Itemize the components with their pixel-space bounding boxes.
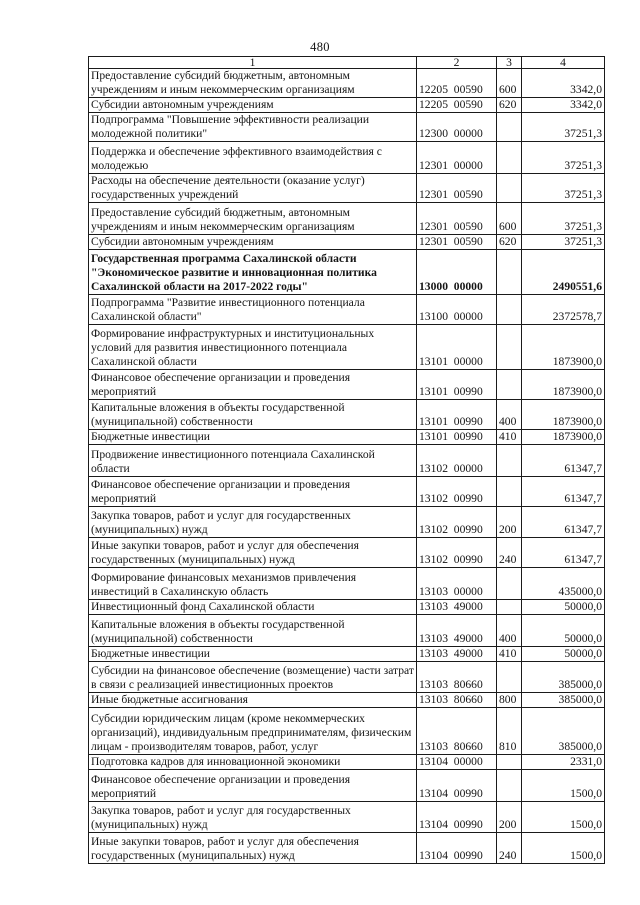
row-name-cell: Финансовое обеспечение организации и проведения мероприятий <box>89 370 417 400</box>
row-code-cell: 12300 00000 <box>417 113 497 142</box>
row-code-cell: 13104 00990 <box>417 802 497 833</box>
row-name-cell: Капитальные вложения в объекты государственной (муниципальной) собственности <box>89 615 417 647</box>
row-code-cell: 13102 00990 <box>417 477 497 507</box>
row-expense-type-cell: 240 <box>497 538 522 568</box>
row-expense-type-cell: 620 <box>497 235 522 250</box>
table-row <box>89 662 605 693</box>
row-code-cell: 13102 00990 <box>417 507 497 538</box>
row-name-cell: Государственная программа Сахалинской области "Экономическое развитие и инновационная политика Сахалинской области на 2017-2022 годы" <box>89 250 417 295</box>
row-expense-type-cell <box>497 250 522 295</box>
row-expense-type-cell <box>497 477 522 507</box>
row-code-cell: 12205 00590 <box>417 98 497 113</box>
row-name-cell: Подготовка кадров для инновационной экономики <box>89 755 417 770</box>
row-amount-cell: 50000,0 <box>522 647 605 662</box>
row-expense-type-cell <box>497 174 522 203</box>
row-name-cell: Финансовое обеспечение организации и проведения мероприятий <box>89 770 417 802</box>
row-name-cell: Предоставление субсидий бюджетным, автономным учреждениям и иным некоммерческим организациям <box>89 69 417 98</box>
row-expense-type-cell <box>497 113 522 142</box>
row-name-cell: Бюджетные инвестиции <box>89 647 417 662</box>
col-header-2: 2 <box>417 57 497 69</box>
row-amount-cell: 61347,7 <box>522 538 605 568</box>
row-expense-type-cell <box>497 295 522 325</box>
row-name-cell: Расходы на обеспечение деятельности (оказание услуг) государственных учреждений <box>89 174 417 203</box>
row-name-cell: Продвижение инвестиционного потенциала Сахалинской области <box>89 445 417 477</box>
row-expense-type-cell: 810 <box>497 708 522 755</box>
row-name-cell: Капитальные вложения в объекты государственной (муниципальной) собственности <box>89 400 417 430</box>
row-expense-type-cell <box>497 662 522 693</box>
table-row <box>89 802 605 833</box>
row-name-cell: Иные закупки товаров, работ и услуг для обеспечения государственных (муниципальных) нужд <box>89 538 417 568</box>
row-amount-cell: 1873900,0 <box>522 325 605 370</box>
row-amount-cell: 1873900,0 <box>522 400 605 430</box>
row-expense-type-cell: 410 <box>497 647 522 662</box>
table-row <box>89 69 605 98</box>
row-name-cell: Субсидии юридическим лицам (кроме некоммерческих организаций), индивидуальным предпринимателям, физическим лицам - производителям товаров, работ, услуг <box>89 708 417 755</box>
row-name-cell: Иные бюджетные ассигнования <box>89 693 417 708</box>
row-amount-cell: 37251,3 <box>522 142 605 174</box>
col-header-1: 1 <box>89 57 417 69</box>
row-expense-type-cell <box>497 142 522 174</box>
row-amount-cell: 50000,0 <box>522 615 605 647</box>
table-row <box>89 295 605 325</box>
budget-table <box>88 56 605 864</box>
row-code-cell: 13101 00990 <box>417 370 497 400</box>
table-header-row <box>89 57 605 69</box>
row-code-cell: 13103 49000 <box>417 647 497 662</box>
row-code-cell: 13104 00990 <box>417 770 497 802</box>
row-amount-cell: 1500,0 <box>522 802 605 833</box>
table-row <box>89 250 605 295</box>
table-row <box>89 98 605 113</box>
row-amount-cell: 2372578,7 <box>522 295 605 325</box>
row-code-cell: 13100 00000 <box>417 295 497 325</box>
row-name-cell: Инвестиционный фонд Сахалинской области <box>89 600 417 615</box>
row-amount-cell: 37251,3 <box>522 113 605 142</box>
row-amount-cell: 1500,0 <box>522 770 605 802</box>
row-name-cell: Подпрограмма "Повышение эффективности реализации молодежной политики" <box>89 113 417 142</box>
row-amount-cell: 2331,0 <box>522 755 605 770</box>
table-row <box>89 507 605 538</box>
row-code-cell: 12301 00590 <box>417 174 497 203</box>
col-header-4: 4 <box>522 57 605 69</box>
row-expense-type-cell <box>497 600 522 615</box>
row-name-cell: Иные закупки товаров, работ и услуг для обеспечения государственных (муниципальных) нужд <box>89 833 417 864</box>
page-number: 480 <box>310 40 330 54</box>
row-expense-type-cell: 240 <box>497 833 522 864</box>
row-amount-cell: 385000,0 <box>522 708 605 755</box>
row-expense-type-cell: 200 <box>497 802 522 833</box>
table-row <box>89 708 605 755</box>
row-code-cell: 13101 00990 <box>417 430 497 445</box>
table-row <box>89 325 605 370</box>
row-amount-cell: 50000,0 <box>522 600 605 615</box>
row-code-cell: 13103 49000 <box>417 615 497 647</box>
row-amount-cell: 3342,0 <box>522 98 605 113</box>
table-row <box>89 113 605 142</box>
row-amount-cell: 1873900,0 <box>522 430 605 445</box>
row-code-cell: 12301 00000 <box>417 142 497 174</box>
row-code-cell: 13000 00000 <box>417 250 497 295</box>
table-row <box>89 833 605 864</box>
table-row <box>89 693 605 708</box>
row-amount-cell: 1500,0 <box>522 833 605 864</box>
row-name-cell: Закупка товаров, работ и услуг для государственных (муниципальных) нужд <box>89 507 417 538</box>
table-body <box>89 69 605 864</box>
row-expense-type-cell <box>497 325 522 370</box>
table-row <box>89 755 605 770</box>
row-expense-type-cell: 620 <box>497 98 522 113</box>
row-expense-type-cell: 410 <box>497 430 522 445</box>
row-name-cell: Субсидии автономным учреждениям <box>89 235 417 250</box>
row-amount-cell: 37251,3 <box>522 235 605 250</box>
table-row <box>89 400 605 430</box>
row-code-cell: 12301 00590 <box>417 235 497 250</box>
table-row <box>89 430 605 445</box>
table-row <box>89 445 605 477</box>
row-code-cell: 13102 00990 <box>417 538 497 568</box>
row-code-cell: 13103 80660 <box>417 708 497 755</box>
row-code-cell: 13103 80660 <box>417 662 497 693</box>
row-amount-cell: 1873900,0 <box>522 370 605 400</box>
table-row <box>89 174 605 203</box>
row-amount-cell: 61347,7 <box>522 477 605 507</box>
row-code-cell: 13103 80660 <box>417 693 497 708</box>
row-amount-cell: 435000,0 <box>522 568 605 600</box>
table-row <box>89 770 605 802</box>
row-expense-type-cell: 800 <box>497 693 522 708</box>
row-expense-type-cell: 400 <box>497 615 522 647</box>
table-row <box>89 477 605 507</box>
row-code-cell: 13104 00990 <box>417 833 497 864</box>
row-expense-type-cell: 400 <box>497 400 522 430</box>
row-name-cell: Предоставление субсидий бюджетным, автономным учреждениям и иным некоммерческим организациям <box>89 203 417 235</box>
row-expense-type-cell <box>497 770 522 802</box>
table-row <box>89 647 605 662</box>
row-code-cell: 12301 00590 <box>417 203 497 235</box>
row-name-cell: Субсидии на финансовое обеспечение (возмещение) части затрат в связи с реализацией инвестиционных проектов <box>89 662 417 693</box>
row-amount-cell: 37251,3 <box>522 174 605 203</box>
row-name-cell: Поддержка и обеспечение эффективного взаимодействия с молодежью <box>89 142 417 174</box>
row-code-cell: 13103 00000 <box>417 568 497 600</box>
row-name-cell: Подпрограмма "Развитие инвестиционного потенциала Сахалинской области" <box>89 295 417 325</box>
col-header-3: 3 <box>497 57 522 69</box>
table-row <box>89 370 605 400</box>
row-code-cell: 13103 49000 <box>417 600 497 615</box>
row-code-cell: 13101 00990 <box>417 400 497 430</box>
row-expense-type-cell <box>497 568 522 600</box>
row-expense-type-cell: 200 <box>497 507 522 538</box>
table-row <box>89 600 605 615</box>
table-row <box>89 142 605 174</box>
row-expense-type-cell <box>497 755 522 770</box>
row-expense-type-cell: 600 <box>497 203 522 235</box>
row-name-cell: Формирование финансовых механизмов привлечения инвестиций в Сахалинскую область <box>89 568 417 600</box>
row-amount-cell: 2490551,6 <box>522 250 605 295</box>
row-name-cell: Формирование инфраструктурных и институциональных условий для развития инвестиционного потенциала Сахалинской области <box>89 325 417 370</box>
row-expense-type-cell <box>497 370 522 400</box>
row-name-cell: Субсидии автономным учреждениям <box>89 98 417 113</box>
row-name-cell: Финансовое обеспечение организации и проведения мероприятий <box>89 477 417 507</box>
row-code-cell: 13104 00000 <box>417 755 497 770</box>
row-amount-cell: 37251,3 <box>522 203 605 235</box>
row-expense-type-cell <box>497 445 522 477</box>
row-amount-cell: 385000,0 <box>522 693 605 708</box>
table-row <box>89 203 605 235</box>
row-name-cell: Бюджетные инвестиции <box>89 430 417 445</box>
row-amount-cell: 61347,7 <box>522 507 605 538</box>
table-row <box>89 615 605 647</box>
row-amount-cell: 61347,7 <box>522 445 605 477</box>
row-amount-cell: 3342,0 <box>522 69 605 98</box>
table-row <box>89 235 605 250</box>
table-row <box>89 568 605 600</box>
row-code-cell: 13102 00000 <box>417 445 497 477</box>
row-name-cell: Закупка товаров, работ и услуг для государственных (муниципальных) нужд <box>89 802 417 833</box>
row-code-cell: 13101 00000 <box>417 325 497 370</box>
row-expense-type-cell: 600 <box>497 69 522 98</box>
table-row <box>89 538 605 568</box>
row-amount-cell: 385000,0 <box>522 662 605 693</box>
row-code-cell: 12205 00590 <box>417 69 497 98</box>
